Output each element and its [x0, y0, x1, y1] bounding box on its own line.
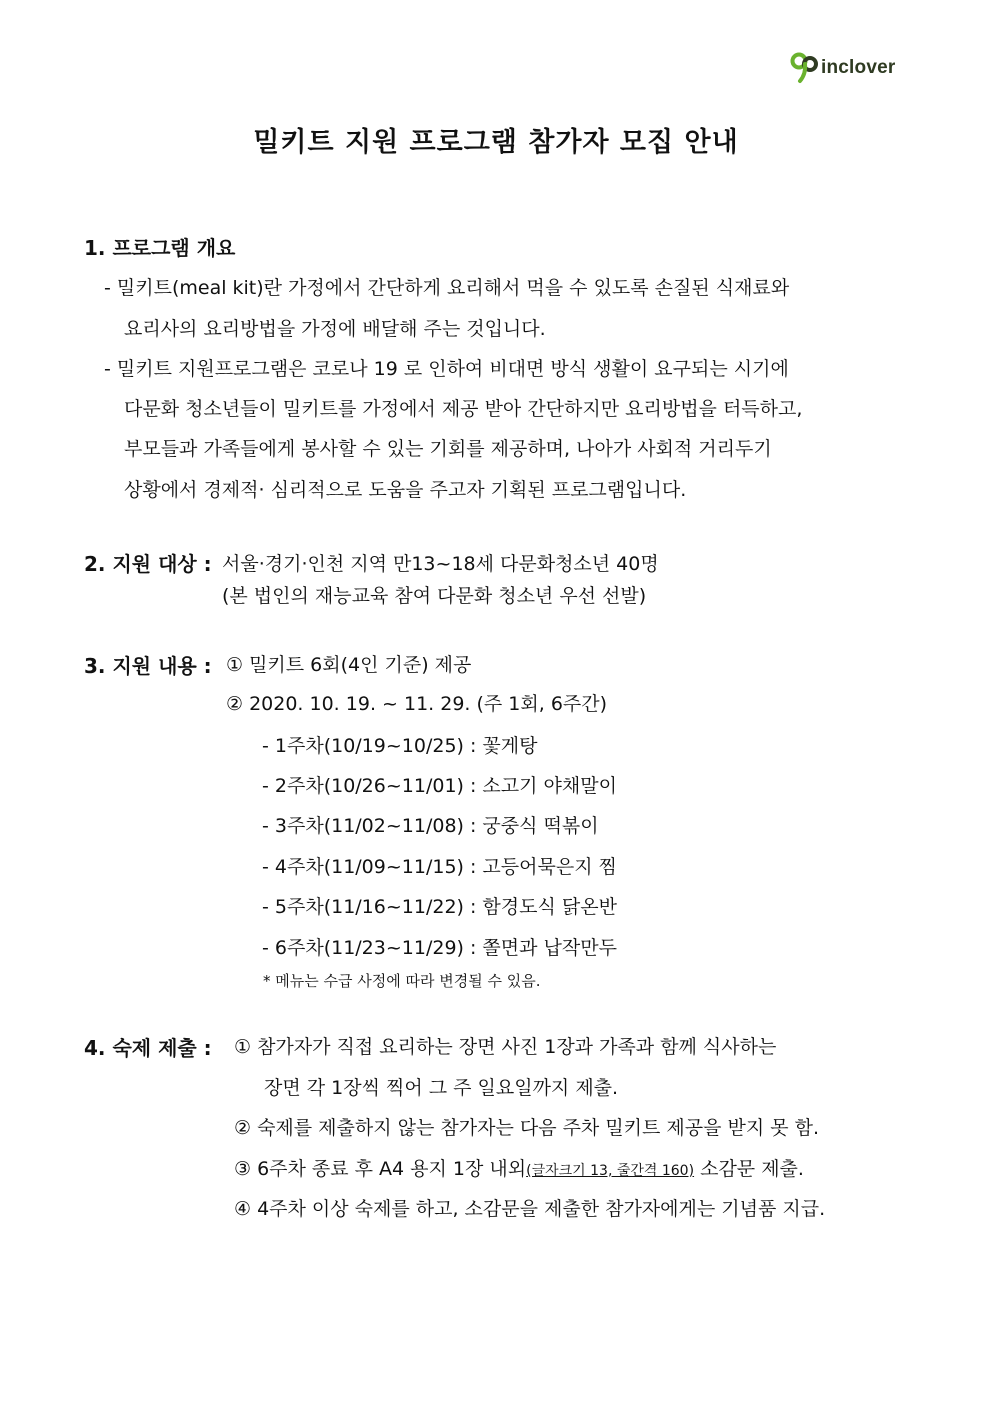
section1-line: 상황에서 경제적· 심리적으로 도움을 주고자 기획된 프로그램입니다.: [124, 479, 687, 501]
section1-line: 요리사의 요리방법을 가정에 배달해 주는 것입니다.: [124, 318, 546, 340]
section4-item-1: ① 참가자가 직접 요리하는 장면 사진 1장과 가족과 함께 식사하는: [234, 1036, 777, 1058]
logo-text: inclover: [821, 57, 896, 78]
section2-target: 서울·경기·인천 지역 만13~18세 다문화청소년 40명: [222, 553, 659, 575]
format-spec: (글자크기 13, 줄간격 160): [526, 1163, 695, 1179]
document-title: 밀키트 지원 프로그램 참가자 모집 안내: [253, 127, 739, 158]
inclover-logo: [790, 52, 895, 84]
section4-item-3-text: ③ 6주차 종료 후 A4 용지 1장 내외: [234, 1158, 527, 1180]
section1-line: - 밀키트(meal kit)란 가정에서 간단하게 요리해서 먹을 수 있도록 손질된 식재료와: [104, 277, 790, 299]
section3-item-2: ② 2020. 10. 19. ~ 11. 29. (주 1회, 6주간): [226, 693, 608, 715]
section1-heading: 1. 프로그램 개요: [84, 236, 236, 260]
section1-line: 부모들과 가족들에게 봉사할 수 있는 기회를 제공하며, 나아가 사회적 거리두기: [124, 438, 772, 460]
section3-item-1: ① 밀키트 6회(4인 기준) 제공: [226, 654, 472, 676]
section2-heading: 2. 지원 대상 :: [84, 552, 212, 576]
week-item: - 5주차(11/16~11/22) : 함경도식 닭온반: [262, 896, 617, 918]
menu-change-note: * 메뉴는 수급 사정에 따라 변경될 수 있음.: [263, 972, 541, 990]
section4-item-4: ④ 4주차 이상 숙제를 하고, 소감문을 제출한 참가자에게는 기념품 지급.: [234, 1198, 826, 1220]
section4-item-3: [234, 1154, 804, 1181]
section3-heading: 3. 지원 내용 :: [84, 654, 212, 678]
week-item: - 3주차(11/02~11/08) : 궁중식 떡볶이: [262, 815, 599, 837]
section4-item-3-end: 소감문 제출.: [694, 1158, 804, 1180]
week-item: - 1주차(10/19~10/25) : 꽃게탕: [262, 735, 538, 757]
week-item: - 2주차(10/26~11/01) : 소고기 야채말이: [262, 775, 617, 797]
clover-logo-icon: [790, 52, 820, 84]
section4-item-2: ② 숙제를 제출하지 않는 참가자는 다음 주차 밀키트 제공을 받지 못 함.: [234, 1117, 820, 1139]
section4-item-1-cont: 장면 각 1장씩 찍어 그 주 일요일까지 제출.: [264, 1077, 619, 1099]
section4-heading: 4. 숙제 제출 :: [84, 1036, 212, 1060]
section1-line: 다문화 청소년들이 밀키트를 가정에서 제공 받아 간단하지만 요리방법을 터득하고,: [124, 398, 803, 420]
week-item: - 6주차(11/23~11/29) : 쫄면과 납작만두: [262, 937, 617, 959]
week-item: - 4주차(11/09~11/15) : 고등어묵은지 찜: [262, 856, 617, 878]
section1-line: - 밀키트 지원프로그램은 코로나 19 로 인하여 비대면 방식 생활이 요구되는 시기에: [104, 358, 789, 380]
section2-priority: (본 법인의 재능교육 참여 다문화 청소년 우선 선발): [222, 585, 647, 607]
